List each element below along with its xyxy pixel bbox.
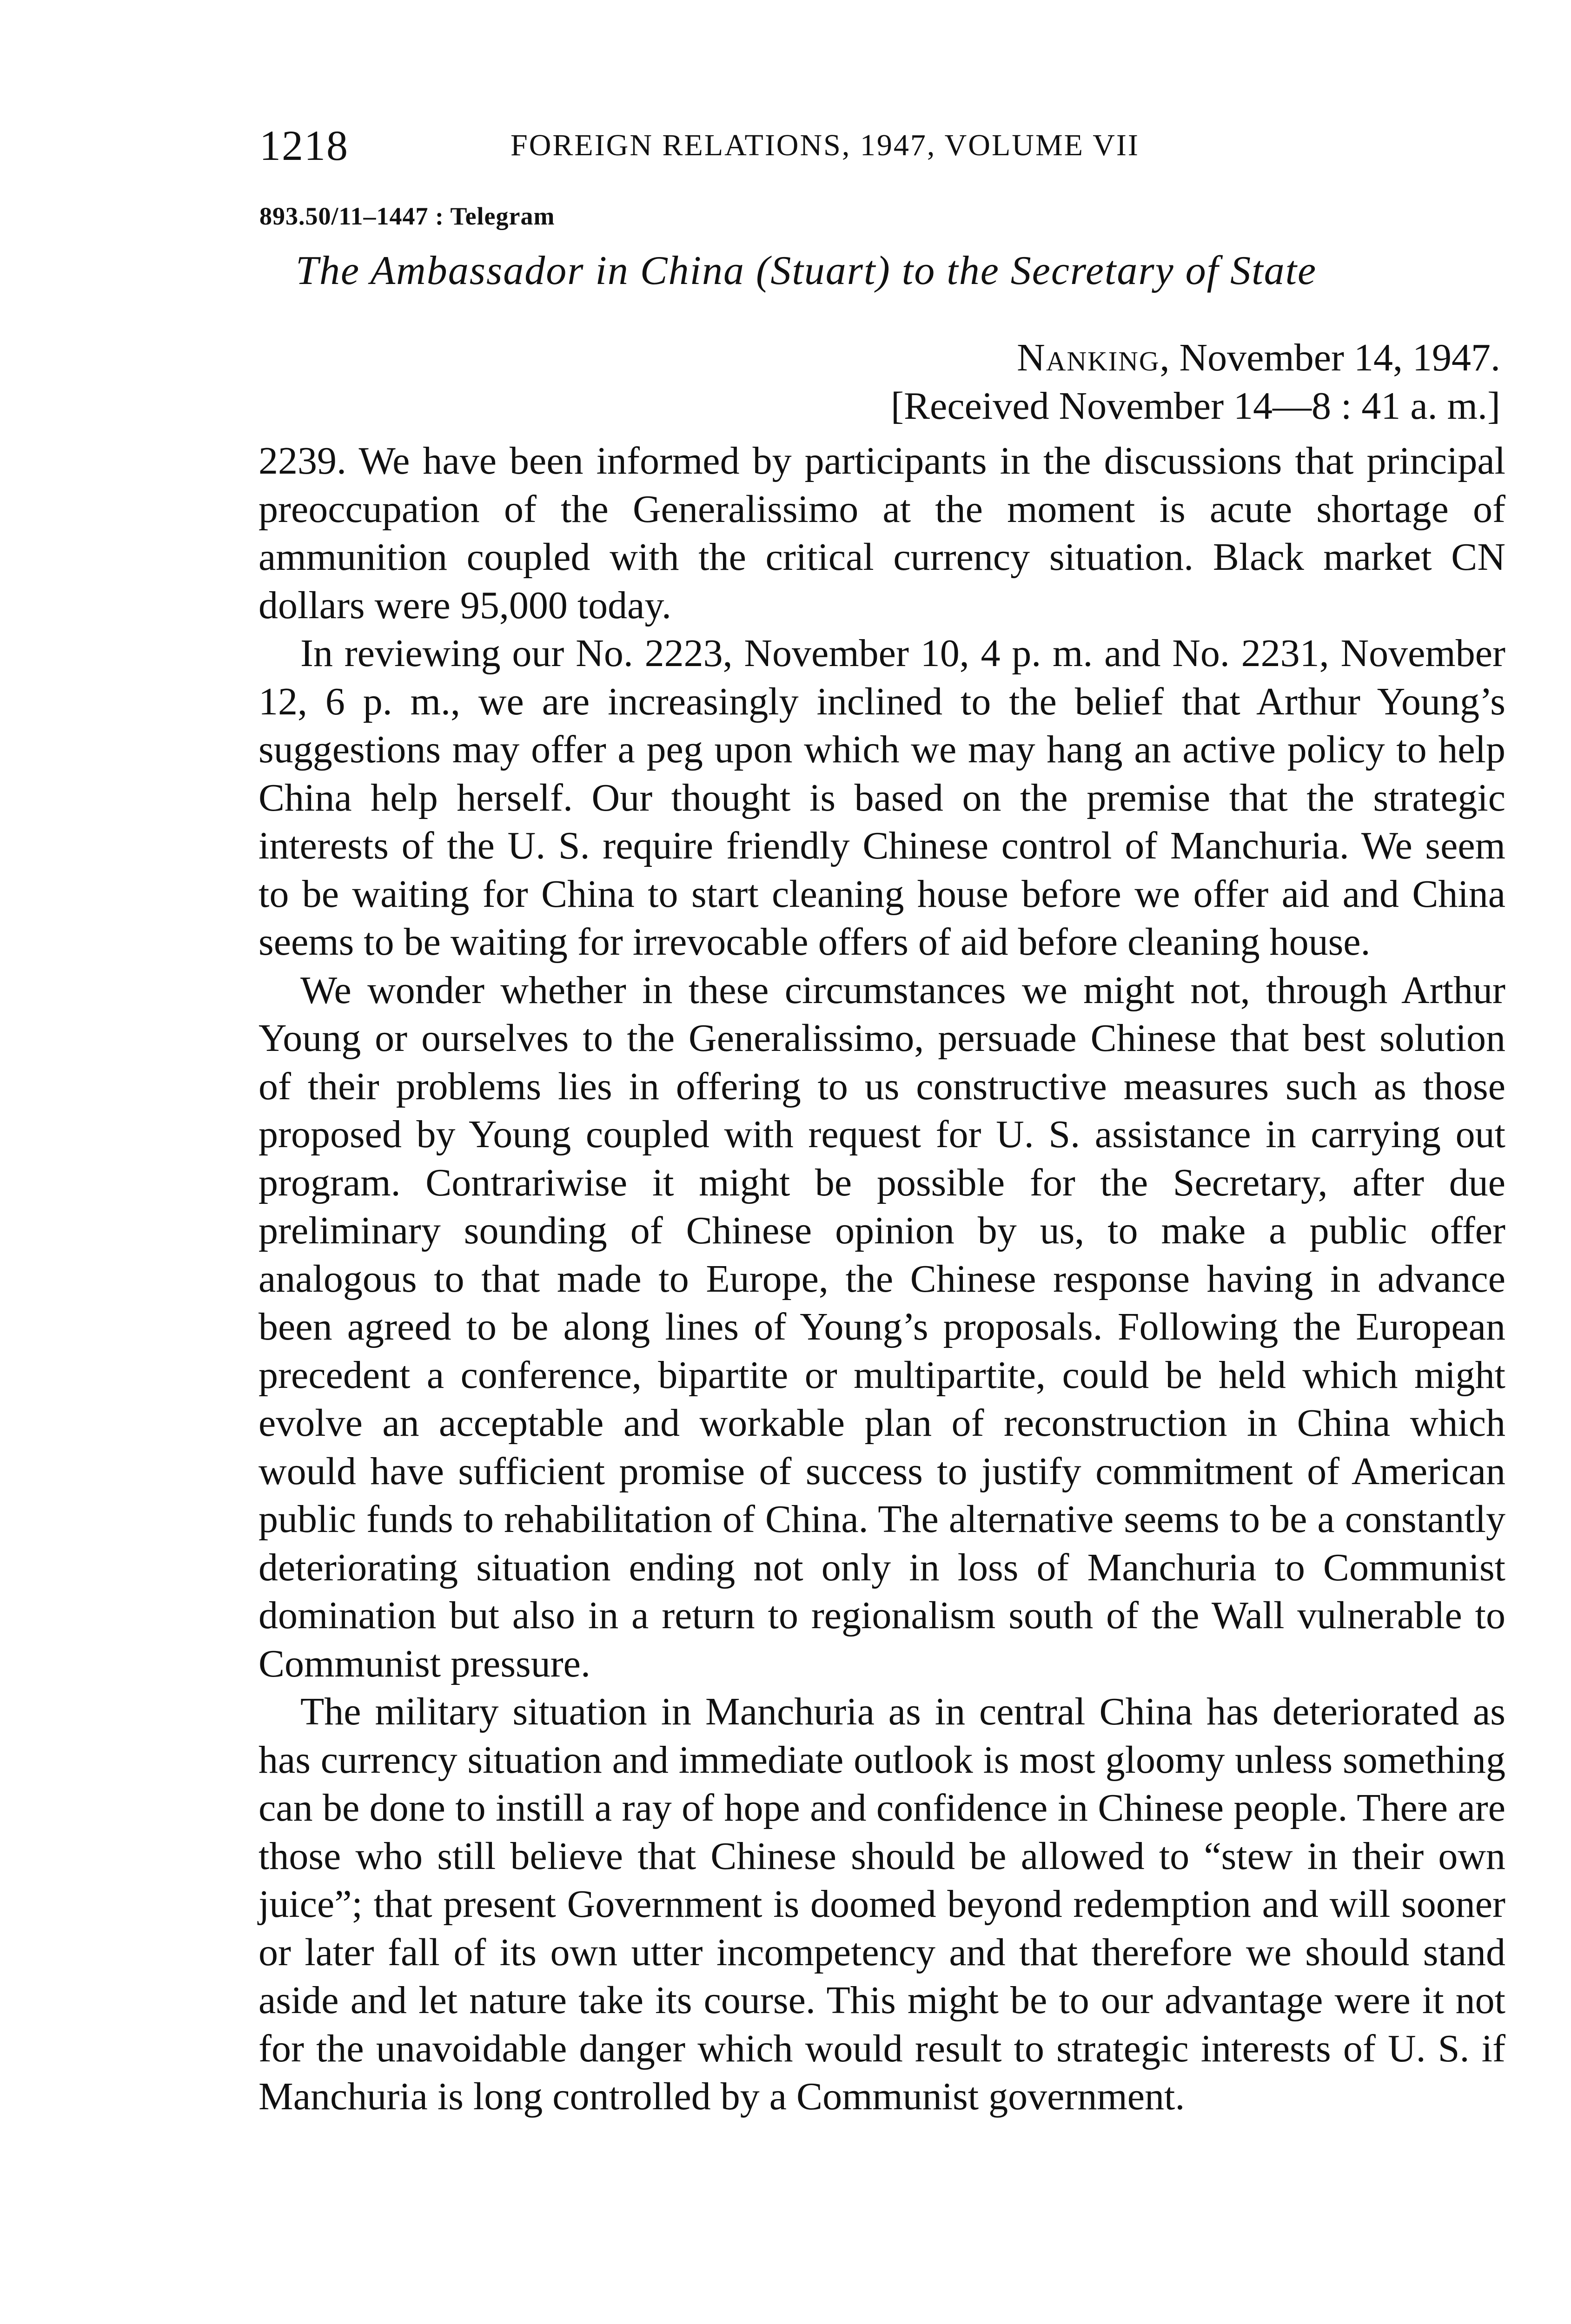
place-date-line — [891, 334, 1500, 382]
file-reference: 893.50/11–1447 : Telegram — [259, 202, 555, 230]
running-header — [259, 120, 1505, 171]
body-paragraph-1: 2239. We have been informed by participants in the discussions that principal preoccupation of the Generalissimo at the moment is acute shortage of ammunition coupled with the critical currency situation. Black market CN dollars were 95,000 today. — [259, 439, 1505, 627]
document-title: The Ambassador in China (Stuart) to the Secretary of State — [296, 248, 1317, 293]
body-paragraph-3: We wonder whether in these circumstances we might not, through Arthur Young or ourselves to the Generalissimo, persuade Chinese that best solution of their problems lies in offering to us constructive measures such as those proposed by Young coupled with request for U. S. assistance in carrying out program. Contrariwise it might be possible for the Secretary, after due preliminary sounding of Chinese opinion by us, to make a public offer analogous to that made to Europe, the Chinese response having in advance been agreed to be along lines of Young’s proposals. Following the European precedent a conference, bipartite or multipartite, could be held which might evolve an acceptable and workable plan of reconstruction in China which would have sufficient promise of success to justify commitment of American public funds to rehabilitation of China. The alternative seems to be a constantly deteriorating situation ending not only in loss of Manchuria to Communist domination but also in a return to regionalism south of the Wall vulnerable to Communist pressure. — [259, 968, 1505, 1685]
body-paragraph-2: In reviewing our No. 2223, November 10, 4 p. m. and No. 2231, November 12, 6 p. m., we are increasingly inclined to the belief that Arthur Young’s suggestions may offer a peg upon which we may hang an active policy to help China help herself. Our thought is based on the premise that the strategic interests of the U. S. require friendly Chinese control of Manchuria. We seem to be waiting for China to start cleaning house before we offer aid and China seems to be waiting for irrevocable offers of aid before cleaning house. — [259, 632, 1505, 964]
received-line: [Received November 14—8 : 41 a. m.] — [891, 384, 1500, 428]
dateline — [891, 334, 1500, 430]
page-number: 1218 — [259, 122, 349, 169]
running-title: FOREIGN RELATIONS, 1947, VOLUME VII — [510, 128, 1140, 162]
sent-date: , November 14, 1947. — [1160, 336, 1500, 379]
place-name: Nanking — [1017, 336, 1160, 379]
body-paragraph-4: The military situation in Manchuria as in central China has deteriorated as has currency situation and immediate outlook is most gloomy unless something can be done to instill a ray of hope and confidence in Chinese people. There are those who still believe that Chinese should be allowed to “stew in their own juice”; that present Government is doomed beyond redemption and will sooner or later fall of its own utter incompetency and that therefore we should stand aside and let nature take its course. This might be to our advantage were it not for the unavoidable danger which would result to strategic interests of U. S. if Manchuria is long controlled by a Communist government. — [259, 1690, 1505, 2118]
telegram-body — [259, 437, 1505, 2121]
